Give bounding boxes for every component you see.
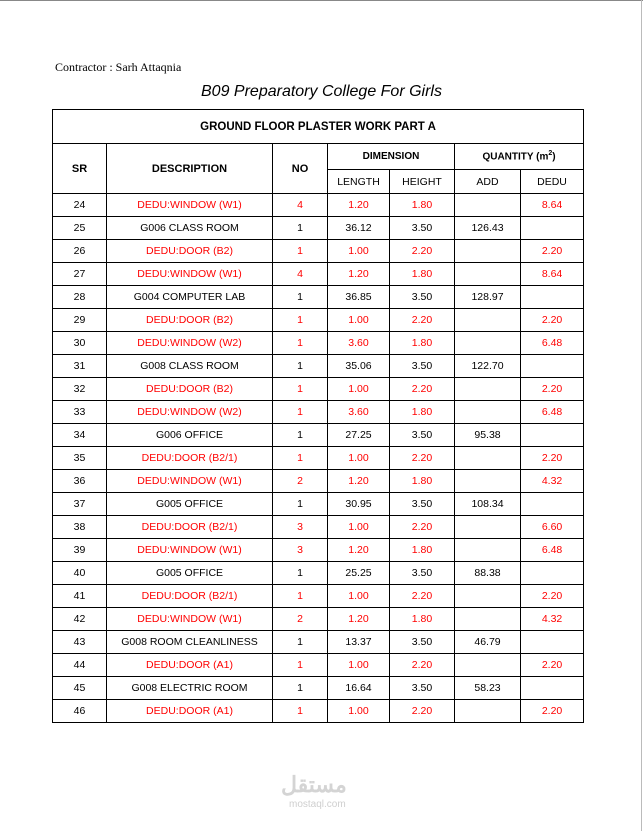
cell-length: 1.00 — [328, 309, 390, 332]
cell-length: 3.60 — [328, 332, 390, 355]
cell-length: 1.20 — [328, 263, 390, 286]
table-row — [53, 493, 584, 516]
cell-dedu: 6.48 — [521, 401, 584, 424]
cell-add: 88.38 — [455, 562, 521, 585]
cell-dedu: 2.20 — [521, 700, 584, 723]
table-banner: GROUND FLOOR PLASTER WORK PART A — [53, 110, 584, 144]
cell-sr: 33 — [53, 401, 107, 424]
table-row — [53, 608, 584, 631]
cell-sr: 37 — [53, 493, 107, 516]
cell-no: 1 — [273, 378, 328, 401]
cell-no: 2 — [273, 608, 328, 631]
cell-sr: 40 — [53, 562, 107, 585]
cell-description: G006 OFFICE — [107, 424, 273, 447]
cell-sr: 32 — [53, 378, 107, 401]
cell-height: 2.20 — [390, 654, 455, 677]
cell-add: 126.43 — [455, 217, 521, 240]
cell-dedu: 6.48 — [521, 332, 584, 355]
cell-dedu: 8.64 — [521, 263, 584, 286]
cell-dedu: 2.20 — [521, 240, 584, 263]
cell-length: 25.25 — [328, 562, 390, 585]
cell-add — [455, 401, 521, 424]
cell-height: 3.50 — [390, 424, 455, 447]
cell-height: 3.50 — [390, 677, 455, 700]
cell-add: 122.70 — [455, 355, 521, 378]
cell-no: 1 — [273, 493, 328, 516]
cell-height: 1.80 — [390, 539, 455, 562]
cell-dedu: 2.20 — [521, 309, 584, 332]
cell-length: 16.64 — [328, 677, 390, 700]
cell-height: 3.50 — [390, 286, 455, 309]
cell-sr: 26 — [53, 240, 107, 263]
cell-dedu: 2.20 — [521, 447, 584, 470]
cell-no: 1 — [273, 700, 328, 723]
cell-height: 2.20 — [390, 516, 455, 539]
cell-description: DEDU:WINDOW (W2) — [107, 332, 273, 355]
cell-description: DEDU:WINDOW (W1) — [107, 608, 273, 631]
cell-sr: 29 — [53, 309, 107, 332]
cell-dedu: 2.20 — [521, 585, 584, 608]
cell-add — [455, 378, 521, 401]
cell-dedu — [521, 424, 584, 447]
cell-height: 1.80 — [390, 194, 455, 217]
cell-dedu — [521, 631, 584, 654]
cell-dedu — [521, 562, 584, 585]
watermark-logo: مستقل — [281, 772, 347, 797]
table-row — [53, 585, 584, 608]
cell-description: DEDU:WINDOW (W1) — [107, 263, 273, 286]
cell-sr: 36 — [53, 470, 107, 493]
cell-height: 2.20 — [390, 700, 455, 723]
header-sr: SR — [53, 144, 107, 194]
table-row — [53, 470, 584, 493]
header-dimension: DIMENSION — [328, 144, 455, 170]
table-body — [53, 194, 584, 723]
cell-length: 1.20 — [328, 608, 390, 631]
cell-add: 95.38 — [455, 424, 521, 447]
cell-add — [455, 700, 521, 723]
cell-no: 1 — [273, 286, 328, 309]
watermark-url: mostaql.com — [289, 799, 346, 810]
cell-add: 46.79 — [455, 631, 521, 654]
cell-sr: 27 — [53, 263, 107, 286]
cell-dedu — [521, 493, 584, 516]
cell-length: 36.12 — [328, 217, 390, 240]
cell-height: 1.80 — [390, 470, 455, 493]
table-row — [53, 263, 584, 286]
cell-no: 1 — [273, 401, 328, 424]
cell-dedu: 6.48 — [521, 539, 584, 562]
document-title: B09 Preparatory College For Girls — [201, 83, 442, 100]
cell-sr: 31 — [53, 355, 107, 378]
table-row — [53, 654, 584, 677]
cell-height: 3.50 — [390, 355, 455, 378]
cell-description: G005 OFFICE — [107, 493, 273, 516]
cell-length: 1.00 — [328, 585, 390, 608]
cell-add — [455, 539, 521, 562]
cell-add — [455, 585, 521, 608]
cell-description: DEDU:DOOR (B2/1) — [107, 516, 273, 539]
cell-dedu: 2.20 — [521, 378, 584, 401]
cell-no: 1 — [273, 332, 328, 355]
cell-no: 1 — [273, 677, 328, 700]
header-quantity-close: ) — [552, 151, 556, 163]
cell-no: 4 — [273, 263, 328, 286]
cell-add: 58.23 — [455, 677, 521, 700]
cell-height: 3.50 — [390, 631, 455, 654]
cell-description: G004 COMPUTER LAB — [107, 286, 273, 309]
cell-length: 13.37 — [328, 631, 390, 654]
table-row — [53, 677, 584, 700]
cell-add — [455, 263, 521, 286]
cell-description: DEDU:DOOR (B2/1) — [107, 585, 273, 608]
table-row — [53, 378, 584, 401]
cell-sr: 45 — [53, 677, 107, 700]
cell-no: 1 — [273, 424, 328, 447]
header-dedu: DEDU — [521, 170, 584, 194]
cell-add — [455, 654, 521, 677]
cell-no: 2 — [273, 470, 328, 493]
cell-description: DEDU:WINDOW (W1) — [107, 470, 273, 493]
cell-add — [455, 447, 521, 470]
cell-sr: 25 — [53, 217, 107, 240]
cell-length: 1.20 — [328, 470, 390, 493]
header-height: HEIGHT — [390, 170, 455, 194]
cell-dedu — [521, 677, 584, 700]
cell-description: DEDU:WINDOW (W1) — [107, 194, 273, 217]
cell-add — [455, 608, 521, 631]
cell-dedu: 4.32 — [521, 470, 584, 493]
cell-dedu: 2.20 — [521, 654, 584, 677]
cell-description: DEDU:DOOR (B2) — [107, 240, 273, 263]
cell-add — [455, 516, 521, 539]
cell-description: DEDU:WINDOW (W1) — [107, 539, 273, 562]
cell-height: 1.80 — [390, 608, 455, 631]
cell-height: 2.20 — [390, 585, 455, 608]
cell-dedu — [521, 286, 584, 309]
cell-dedu: 4.32 — [521, 608, 584, 631]
cell-length: 36.85 — [328, 286, 390, 309]
cell-height: 2.20 — [390, 240, 455, 263]
cell-dedu: 8.64 — [521, 194, 584, 217]
cell-description: DEDU:DOOR (A1) — [107, 700, 273, 723]
cell-sr: 30 — [53, 332, 107, 355]
cell-sr: 34 — [53, 424, 107, 447]
cell-sr: 46 — [53, 700, 107, 723]
cell-length: 1.20 — [328, 539, 390, 562]
cell-add: 128.97 — [455, 286, 521, 309]
header-add: ADD — [455, 170, 521, 194]
cell-no: 1 — [273, 631, 328, 654]
table-row — [53, 516, 584, 539]
cell-sr: 41 — [53, 585, 107, 608]
contractor-label: Contractor : Sarh Attaqnia — [55, 60, 182, 74]
cell-description: G008 CLASS ROOM — [107, 355, 273, 378]
cell-sr: 35 — [53, 447, 107, 470]
cell-sr: 42 — [53, 608, 107, 631]
cell-no: 1 — [273, 562, 328, 585]
cell-description: DEDU:DOOR (B2) — [107, 309, 273, 332]
header-quantity — [455, 144, 584, 170]
cell-description: G008 ROOM CLEANLINESS — [107, 631, 273, 654]
table-row — [53, 424, 584, 447]
cell-height: 1.80 — [390, 263, 455, 286]
header-quantity-text: QUANTITY (m — [482, 151, 549, 163]
cell-length: 1.20 — [328, 194, 390, 217]
cell-description: G008 ELECTRIC ROOM — [107, 677, 273, 700]
table-row — [53, 217, 584, 240]
cell-no: 1 — [273, 240, 328, 263]
cell-height: 1.80 — [390, 401, 455, 424]
top-border-line — [0, 0, 643, 1]
cell-description: DEDU:DOOR (B2/1) — [107, 447, 273, 470]
header-length: LENGTH — [328, 170, 390, 194]
cell-length: 1.00 — [328, 447, 390, 470]
cell-no: 3 — [273, 539, 328, 562]
cell-add — [455, 194, 521, 217]
table-row — [53, 309, 584, 332]
cell-no: 1 — [273, 585, 328, 608]
table-row — [53, 539, 584, 562]
cell-length: 27.25 — [328, 424, 390, 447]
cell-length: 1.00 — [328, 700, 390, 723]
header-description: DESCRIPTION — [107, 144, 273, 194]
cell-sr: 38 — [53, 516, 107, 539]
cell-sr: 28 — [53, 286, 107, 309]
table-row — [53, 194, 584, 217]
cell-add — [455, 309, 521, 332]
cell-dedu: 6.60 — [521, 516, 584, 539]
table-row — [53, 631, 584, 654]
cell-add: 108.34 — [455, 493, 521, 516]
cell-no: 4 — [273, 194, 328, 217]
right-border-line — [641, 0, 642, 831]
table-row — [53, 332, 584, 355]
cell-length: 30.95 — [328, 493, 390, 516]
cell-dedu — [521, 217, 584, 240]
table-row — [53, 355, 584, 378]
cell-description: DEDU:DOOR (A1) — [107, 654, 273, 677]
cell-add — [455, 470, 521, 493]
cell-height: 2.20 — [390, 378, 455, 401]
cell-dedu — [521, 355, 584, 378]
cell-no: 1 — [273, 654, 328, 677]
header-no: NO — [273, 144, 328, 194]
cell-sr: 43 — [53, 631, 107, 654]
cell-add — [455, 240, 521, 263]
table-row — [53, 401, 584, 424]
cell-no: 1 — [273, 309, 328, 332]
table-row — [53, 562, 584, 585]
cell-length: 1.00 — [328, 240, 390, 263]
cell-sr: 39 — [53, 539, 107, 562]
cell-sr: 44 — [53, 654, 107, 677]
table-row — [53, 700, 584, 723]
cell-no: 1 — [273, 217, 328, 240]
cell-no: 1 — [273, 355, 328, 378]
cell-length: 1.00 — [328, 654, 390, 677]
cell-height: 2.20 — [390, 447, 455, 470]
table-row — [53, 240, 584, 263]
plaster-work-table — [52, 109, 584, 723]
cell-height: 3.50 — [390, 493, 455, 516]
cell-length: 35.06 — [328, 355, 390, 378]
cell-add — [455, 332, 521, 355]
cell-length: 1.00 — [328, 378, 390, 401]
table-row — [53, 286, 584, 309]
cell-length: 1.00 — [328, 516, 390, 539]
cell-description: DEDU:WINDOW (W2) — [107, 401, 273, 424]
table-row — [53, 447, 584, 470]
cell-height: 2.20 — [390, 309, 455, 332]
cell-no: 1 — [273, 447, 328, 470]
cell-description: G005 OFFICE — [107, 562, 273, 585]
cell-length: 3.60 — [328, 401, 390, 424]
header-quantity-superscript: 2 — [548, 150, 553, 158]
cell-height: 3.50 — [390, 562, 455, 585]
cell-sr: 24 — [53, 194, 107, 217]
cell-no: 3 — [273, 516, 328, 539]
cell-description: G006 CLASS ROOM — [107, 217, 273, 240]
cell-height: 3.50 — [390, 217, 455, 240]
cell-height: 1.80 — [390, 332, 455, 355]
cell-description: DEDU:DOOR (B2) — [107, 378, 273, 401]
